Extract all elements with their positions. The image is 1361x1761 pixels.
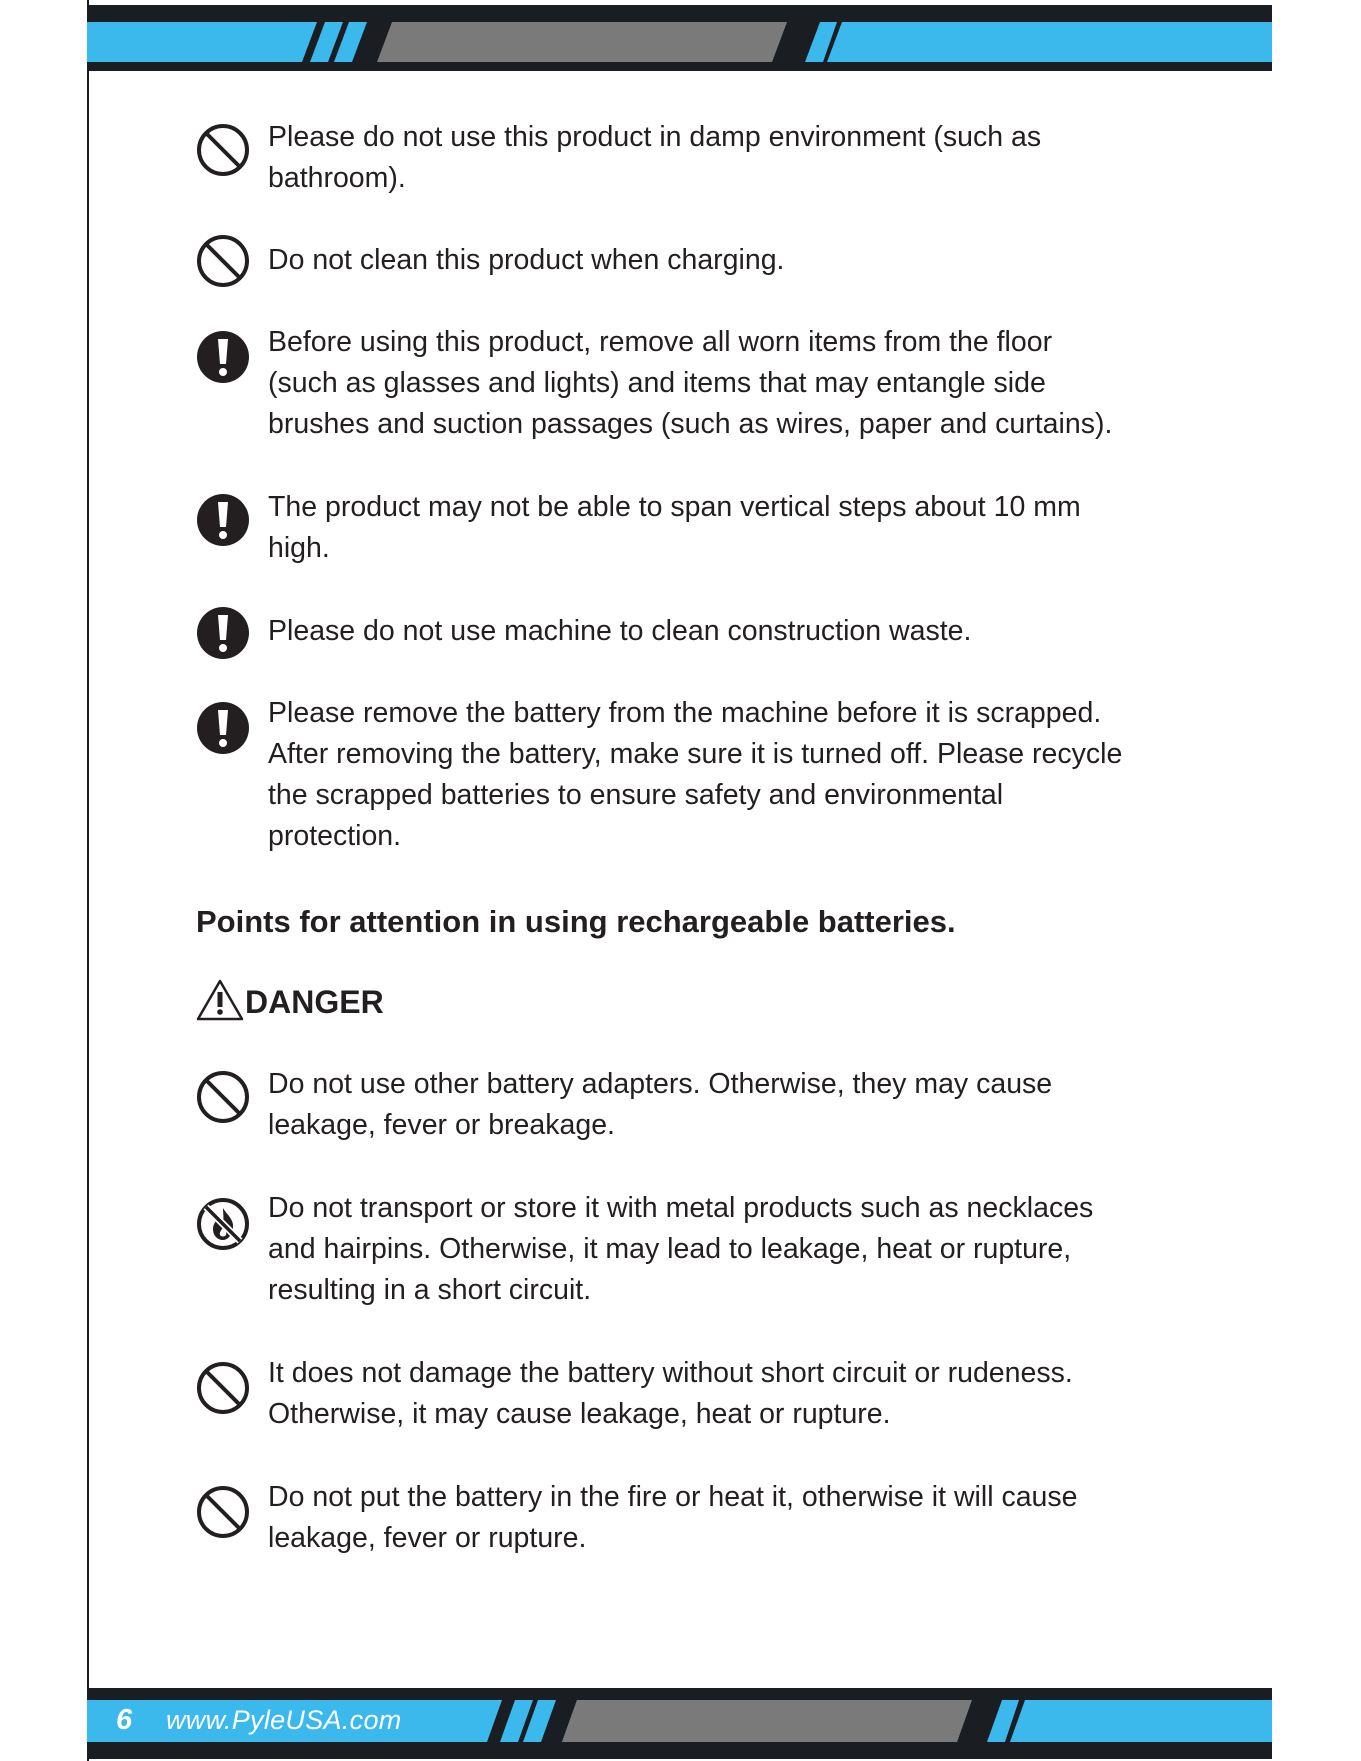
list-item-text: Please do not use this product in damp environment (such as bathroom). [268, 121, 1042, 194]
mandatory-exclamation-icon [196, 330, 250, 384]
list-item-text: Please remove the battery from the machine before it is scrapped. After removing the battery, make sure it is turned off. Please recycle the scrapped batteries to ensure safety and environmental protection. [268, 697, 1123, 852]
list-item-text: Do not put the battery in the fire or heat it, otherwise it will cause leakage, fever or rupture. [268, 1481, 1078, 1554]
list-item-text: It does not damage the battery without short circuit or rudeness. Otherwise, it may cause leakage, heat or rupture. [268, 1357, 1073, 1430]
prohibition-icon [196, 1361, 250, 1415]
list-item-text: Before using this product, remove all worn items from the floor (such as glasses and lights) and items that may entangle side brushes and suction passages (such as wires, paper and curtains). [268, 326, 1113, 440]
no-fire-icon [196, 1197, 250, 1251]
list-item-text: Please do not use machine to clean construction waste. [268, 615, 972, 647]
mandatory-exclamation-icon [196, 606, 250, 660]
prohibition-icon [196, 234, 250, 288]
mandatory-exclamation-icon [196, 493, 250, 547]
mandatory-exclamation-icon [196, 701, 250, 755]
page-number: 6 [116, 1704, 133, 1736]
prohibition-icon [196, 1070, 250, 1124]
website-link[interactable]: www.PyleUSA.com [166, 1705, 402, 1735]
section-heading: Points for attention in using rechargeable batteries. [196, 904, 956, 939]
list-item-text: Do not clean this product when charging. [268, 244, 785, 276]
prohibition-icon [196, 1485, 250, 1539]
danger-label: DANGER [245, 984, 384, 1020]
list-item-text: Do not transport or store it with metal products such as necklaces and hairpins. Otherwise, it may lead to leakage, heat or rupture, resulting in a short circuit. [268, 1192, 1094, 1306]
list-item-text: The product may not be able to span vertical steps about 10 mm high. [268, 491, 1081, 564]
warning-triangle-icon [195, 978, 245, 1022]
list-item-text: Do not use other battery adapters. Otherwise, they may cause leakage, fever or breakage. [268, 1068, 1053, 1141]
header-banner [87, 5, 1272, 71]
prohibition-icon [196, 123, 250, 177]
